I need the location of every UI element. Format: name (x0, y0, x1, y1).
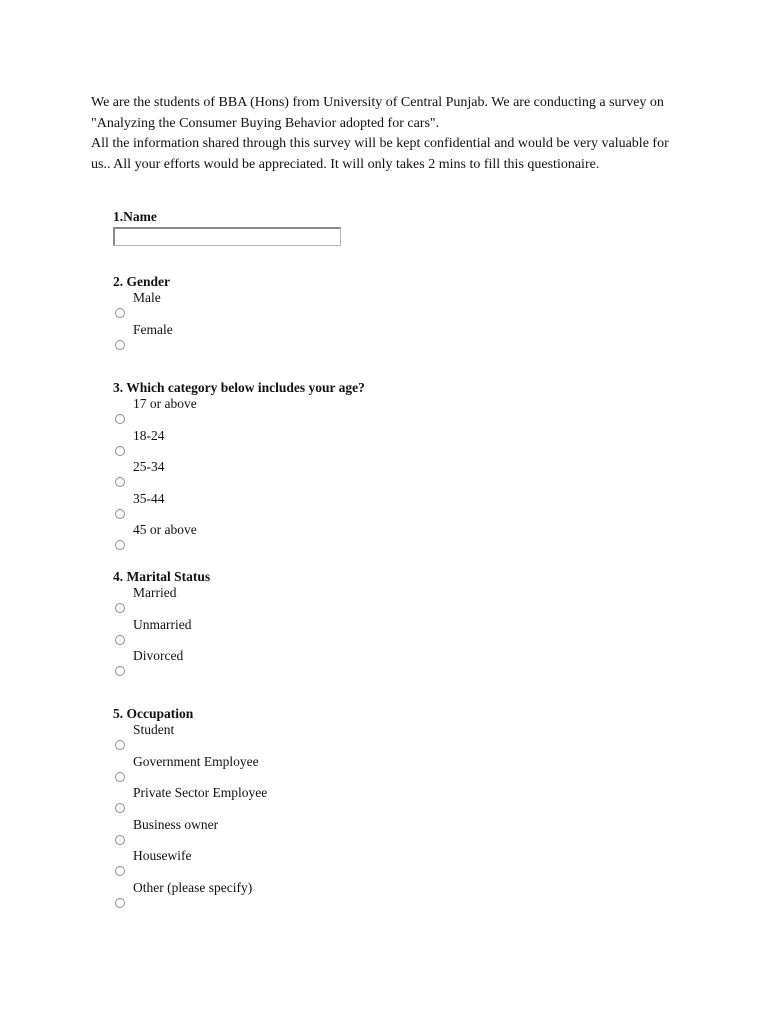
occupation-business-owner-radio[interactable] (115, 835, 125, 845)
gender-male-radio[interactable] (115, 308, 125, 318)
question-marital-status (113, 569, 210, 680)
gender-female-radio[interactable] (115, 340, 125, 350)
intro-paragraph-2: All the information shared through this survey will be kept confidential and would be very valuable for us.. All your efforts would be appreciated. It will only takes 2 mins to fill this questionaire. (91, 136, 669, 172)
marital-option-unmarried[interactable] (113, 617, 210, 649)
question-age-title: 3. Which category below includes your age? (113, 380, 365, 395)
question-occupation-title: 5. Occupation (113, 706, 194, 721)
occupation-option-business-owner[interactable] (113, 816, 219, 849)
option-label: 35-44 (133, 490, 165, 506)
marital-option-married[interactable] (113, 585, 210, 617)
occupation-government-employee-radio[interactable] (115, 772, 125, 782)
question-marital-status-title: 4. Marital Status (113, 569, 211, 584)
option-label: Business owner (133, 816, 219, 832)
marital-option-divorced[interactable] (113, 648, 210, 680)
option-label: 25-34 (133, 459, 165, 474)
occupation-other-radio[interactable] (115, 898, 125, 908)
option-label: 45 or above (133, 522, 197, 537)
occupation-option-student[interactable] (113, 722, 193, 754)
question-name-title: 1.Name (113, 209, 157, 224)
question-occupation (113, 706, 268, 911)
intro-paragraph-1: We are the students of BBA (Hons) from University of Central Punjab. We are conducting a survey on "Analyzing the Consumer Buying Behavior adopted for cars". (91, 95, 664, 131)
option-label: Other (please specify) (133, 879, 253, 895)
occupation-option-private-sector-employee[interactable] (113, 785, 268, 817)
occupation-option-other[interactable] (113, 879, 253, 912)
marital-unmarried-radio[interactable] (115, 635, 125, 645)
option-label: Housewife (133, 848, 192, 863)
survey-intro (91, 93, 671, 175)
age-option-18-24[interactable] (113, 428, 365, 460)
option-label: Female (133, 321, 173, 337)
option-label: Government Employee (133, 753, 259, 769)
age-17-or-above-radio[interactable] (115, 414, 125, 424)
age-45-or-above-radio[interactable] (115, 540, 125, 550)
option-label: 17 or above (133, 396, 197, 411)
age-option-25-34[interactable] (113, 459, 365, 491)
option-label: Married (133, 585, 177, 600)
gender-option-female[interactable] (113, 321, 173, 354)
occupation-option-housewife[interactable] (113, 848, 193, 880)
occupation-option-government-employee[interactable] (113, 753, 259, 786)
question-name (113, 209, 341, 246)
age-option-35-44[interactable] (113, 491, 365, 523)
age-25-34-radio[interactable] (115, 477, 125, 487)
gender-option-male[interactable] (113, 290, 170, 322)
marital-married-radio[interactable] (115, 603, 125, 613)
option-label: Unmarried (133, 616, 192, 632)
option-label: Private Sector Employee (133, 785, 268, 800)
question-gender-title: 2. Gender (113, 274, 170, 289)
marital-divorced-radio[interactable] (115, 666, 125, 676)
question-gender (113, 274, 173, 353)
occupation-private-sector-employee-radio[interactable] (115, 803, 125, 813)
question-age (113, 380, 365, 554)
age-option-17-or-above[interactable] (113, 396, 365, 428)
age-18-24-radio[interactable] (115, 446, 125, 456)
option-label: Divorced (133, 648, 184, 663)
age-option-45-or-above[interactable] (113, 522, 365, 554)
option-label: 18-24 (133, 427, 165, 443)
age-35-44-radio[interactable] (115, 509, 125, 519)
option-label: Student (133, 722, 175, 737)
occupation-student-radio[interactable] (115, 740, 125, 750)
name-input[interactable] (113, 227, 341, 246)
option-label: Male (133, 290, 161, 305)
occupation-housewife-radio[interactable] (115, 866, 125, 876)
